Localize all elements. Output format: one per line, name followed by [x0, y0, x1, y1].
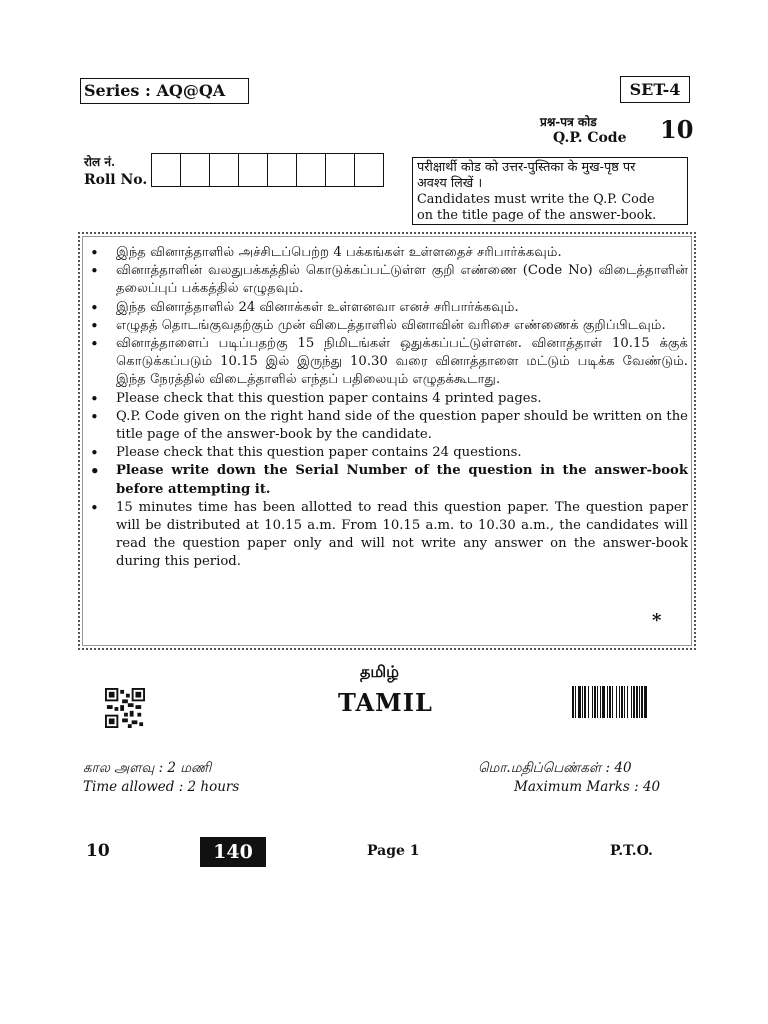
candidate-note-line: अवश्य लिखें ।	[417, 176, 483, 191]
roll-number-cell[interactable]	[239, 154, 268, 186]
page-number: Page 1	[367, 843, 420, 859]
series-label: Series : AQ@QA	[80, 78, 249, 104]
footer-code: 10	[86, 841, 110, 861]
roll-number-cell[interactable]	[152, 154, 181, 186]
pto-label: P.T.O.	[610, 843, 653, 859]
qr-code-icon	[104, 688, 146, 728]
instruction-item: • Please check that this question paper contains 4 printed pages.	[86, 390, 688, 408]
candidate-note-box	[412, 157, 688, 225]
subject-tamil-script: தமிழ்	[360, 662, 400, 681]
instruction-item: • இந்த வினாத்தாளில் அச்சிடப்பெற்ற 4 பக்கங்கள் உள்ளதைச் சரிபார்க்கவும்.	[86, 244, 688, 262]
time-allowed-tamil: கால அளவு : 2 மணி	[83, 760, 212, 776]
roll-number-cell[interactable]	[355, 154, 383, 186]
instruction-item: • இந்த வினாத்தாளில் 24 வினாக்கள் உள்ளனவா எனச் சரிபார்க்கவும்.	[86, 299, 688, 317]
instruction-item: • எழுதத் தொடங்குவதற்கும் முன் விடைத்தாளில் வினாவின் வரிசை எண்ணைக் குறிப்பிடவும்.	[86, 317, 688, 335]
roll-number-cell[interactable]	[326, 154, 355, 186]
qp-code-label: Q.P. Code	[553, 130, 627, 146]
instructions-list	[86, 244, 688, 572]
instruction-item: • Please write down the Serial Number of the question in the answer-book before attempting it.	[86, 462, 688, 498]
instruction-item: • Please check that this question paper contains 24 questions.	[86, 444, 688, 462]
barcode-icon	[572, 686, 684, 718]
roll-number-cell[interactable]	[297, 154, 326, 186]
star-mark: *	[652, 610, 662, 631]
roll-number-cell[interactable]	[210, 154, 239, 186]
roll-number-cell[interactable]	[181, 154, 210, 186]
max-marks-tamil: மொ.மதிப்பெண்கள் : 40	[478, 760, 632, 776]
instruction-item: • Q.P. Code given on the right hand side of the question paper should be written on the title page of the answer-book by the candidate.	[86, 408, 688, 444]
footer-badge: 140	[200, 837, 266, 867]
time-allowed: Time allowed : 2 hours	[83, 779, 240, 795]
instruction-item: • வினாத்தாளைப் படிப்பதற்கு 15 நிமிடங்கள் ஒதுக்கப்பட்டுள்ளன. வினாத்தாள் 10.15 க்குக் கொடுக்கப்படும் 10.15 இல் இருந்து 10.30 வரை வினாத்தாளை மட்டும் படிக்க வேண்டும். இந்த நேரத்தில் விடைத்தாளில் எந்தப் பதிலையும் எழுதக்கூடாது.	[86, 335, 688, 390]
candidate-note-line: on the title page of the answer-book.	[417, 208, 657, 223]
qp-code-hindi: प्रश्न-पत्र कोड	[540, 115, 597, 129]
subject-title: TAMIL	[338, 688, 433, 717]
set-label: SET-4	[620, 76, 690, 103]
candidate-note-line: Candidates must write the Q.P. Code	[417, 192, 655, 207]
qp-code-value: 10	[660, 115, 694, 144]
max-marks: Maximum Marks : 40	[514, 779, 661, 795]
instruction-item: • வினாத்தாளின் வலதுபக்கத்தில் கொடுக்கப்பட்டுள்ள குறி எண்ணை (Code No) விடைத்தாளின் தலைப்புப் பக்கத்தில் எழுதவும்.	[86, 262, 688, 298]
instruction-item: • 15 minutes time has been allotted to read this question paper. The question paper will be distributed at 10.15 a.m. From 10.15 a.m. to 10.30 a.m., the candidates will read the question paper only and will not write any answer on the answer-book during this period.	[86, 499, 688, 572]
candidate-note-line: परीक्षार्थी कोड को उत्तर-पुस्तिका के मुख-पृष्ठ पर	[417, 160, 636, 175]
roll-no-label: Roll No.	[84, 172, 148, 188]
roll-number-boxes[interactable]	[151, 153, 384, 187]
roll-no-hindi: रोल नं.	[84, 155, 116, 169]
roll-number-cell[interactable]	[268, 154, 297, 186]
